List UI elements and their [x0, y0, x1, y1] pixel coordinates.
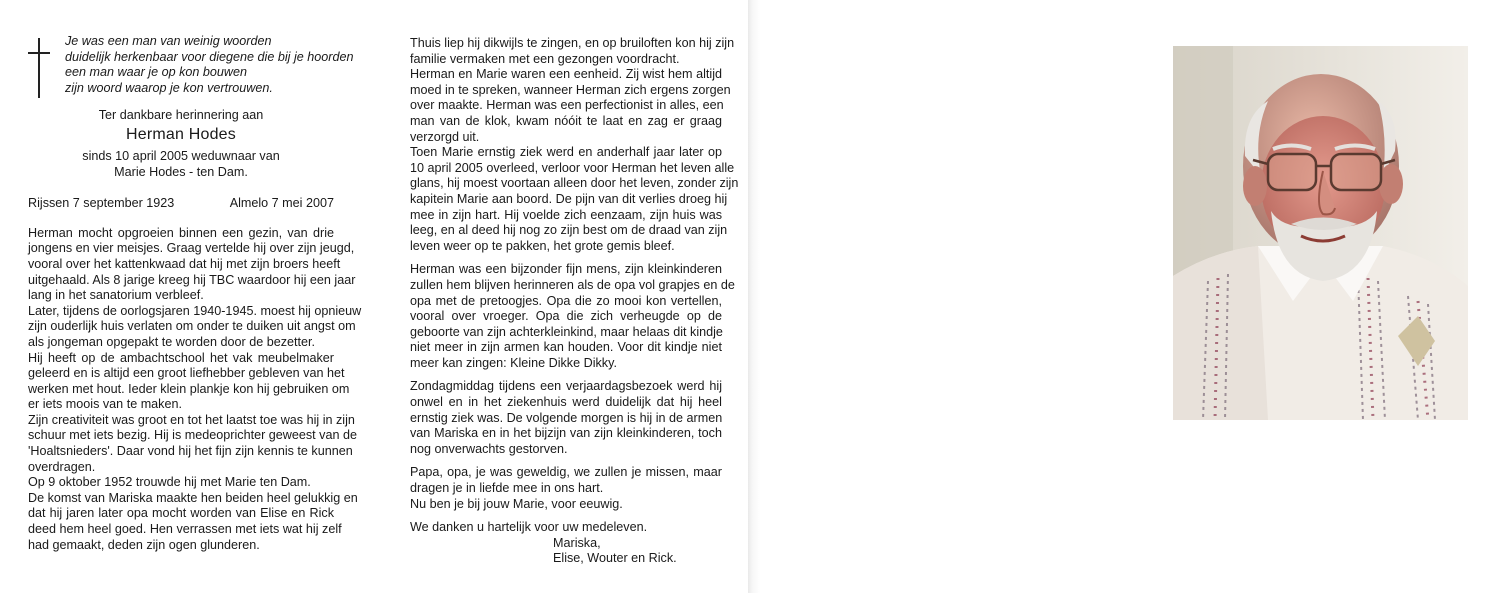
text-line: Nu ben je bij jouw Marie, voor eeuwig.: [410, 496, 623, 511]
text-line: Zijn creativiteit was groot en tot het laatst toe was hij in zijn: [28, 412, 355, 427]
text-line: 10 april 2005 overleed, verloor voor Herman het leven alle: [410, 160, 735, 175]
text-line: Toen Marie ernstig ziek werd en anderhalf jaar later op: [410, 145, 722, 160]
text-line: deed hem heel goed. Hen verrassen met iets wat hij zelf: [28, 522, 342, 537]
text-line: er iets moois van te maken.: [28, 397, 182, 412]
text-line: De komst van Mariska maakte hen beiden heel gelukkig en: [28, 490, 358, 505]
middle-column: [410, 36, 739, 567]
text-line: jongens en vier meisjes. Graag vertelde hij over zijn jeugd,: [28, 241, 355, 256]
text-line: opa met de pretoogjes. Opa die zo mooi kon vertellen,: [410, 293, 722, 308]
text-line: lang in het sanatorium verbleef.: [28, 288, 204, 303]
text-line: Op 9 oktober 1952 trouwde hij met Marie ten Dam.: [28, 475, 311, 490]
text-line: als jongeman opgepakt te worden door de bezetter.: [28, 334, 316, 349]
text-line: nog onverwachts gestorven.: [410, 441, 568, 456]
widow-line-1: sinds 10 april 2005 weduwnaar van: [82, 148, 280, 163]
text-line: onwel en in het ziekenhuis werd duidelijk dat hij heel: [410, 395, 722, 410]
birth-date: Rijssen 7 september 1923: [28, 196, 175, 211]
text-line: leeg, en al deed hij nog zo zijn best om de draad van zijn: [410, 223, 728, 238]
text-line: man van de klok, kwam nóóit te laat en zag er graag: [410, 113, 722, 128]
biography-left: [28, 225, 362, 553]
text-line: 'Hoaltsnieders'. Daar vond hij het fijn zijn kennis te kunnen: [28, 444, 353, 459]
text-line: schuur met iets bezig. Hij is medeoprichter geweest van de: [28, 428, 357, 443]
left-column: [28, 34, 362, 553]
poem-line: Je was een man van weinig woorden: [65, 34, 272, 48]
text-line: meer kan zingen: Kleine Dikke Dikky.: [410, 355, 617, 370]
poem-line: een man waar je op kon bouwen: [65, 65, 248, 80]
text-line: leven weer op te pakken, het grote gemis bleef.: [410, 238, 675, 253]
text-line: zullen hem blijven herinneren als de opa vol grapjes en de: [410, 277, 735, 292]
text-line: verzorgd uit.: [410, 129, 480, 144]
deceased-name: Herman Hodes: [125, 125, 236, 143]
thanks-line: We danken u hartelijk voor uw medeleven.: [410, 520, 648, 535]
widow-line-2: Marie Hodes - ten Dam.: [114, 164, 248, 179]
cross-icon: [28, 38, 50, 98]
text-line: Papa, opa, je was geweldig, we zullen je missen, maar: [410, 465, 722, 480]
text-line: overdragen.: [28, 459, 96, 474]
paragraph-2: [410, 262, 735, 371]
text-line: glans, hij moest voortaan alleen door het leven, zonder zijn: [410, 176, 739, 191]
text-line: vooral over vroeger. Opa die zich verheugde op de: [410, 309, 722, 324]
text-line: ernstig ziek was. De volgende morgen is hij in de armen: [410, 410, 723, 425]
text-line: zijn ouderlijk huis verlaten om onder te duiken uit angst om: [28, 319, 356, 334]
poem-line: duidelijk herkenbaar voor diegene die bij je hoorden: [65, 49, 354, 64]
text-line: niet meer in zijn armen kan houden. Voor dit kindje niet: [410, 340, 722, 355]
text-line: werken met hout. Ieder klein plankje kon hij gebruiken om: [28, 381, 350, 396]
text-line: uitgehaald. Als 8 jarige kreeg hij TBC waardoor hij een jaar: [28, 272, 356, 287]
text-line: van Mariska en in het bijzijn van zijn kleinkinderen, toch: [410, 426, 722, 441]
text-line: Zondagmiddag tijdens een verjaardagsbezoek werd hij: [410, 379, 722, 394]
text-line: geleerd en is altijd een groot liefhebber gebleven van het: [28, 366, 345, 381]
text-line: Herman en Marie waren een eenheid. Zij wist hem altijd: [410, 67, 722, 82]
text-line: geboorte van zijn achterkleinkind, maar helaas dit kindje: [410, 324, 723, 339]
text-line: familie vermaken met een gezongen voordracht.: [410, 51, 680, 66]
text-line: Thuis liep hij dikwijls te zingen, en op bruiloften kon hij zijn: [410, 36, 735, 50]
text-line: Later, tijdens de oorlogsjaren 1940-1945. moest hij opnieuw: [28, 303, 362, 318]
paragraph-1: [410, 36, 739, 254]
death-date: Almelo 7 mei 2007: [229, 196, 334, 211]
paragraph-3: [410, 379, 722, 457]
text-line: Hij heeft op de ambachtschool het vak meubelmaker: [28, 350, 334, 365]
text-line: vooral over het kattenkwaad dat hij met zijn broers heeft: [28, 256, 341, 271]
life-dates: [28, 196, 334, 212]
portrait-photo: [1173, 46, 1468, 420]
paragraph-4: [410, 465, 722, 512]
text-line: had gemaakt, deden zijn ogen glunderen.: [28, 537, 260, 552]
text-line: kapitein Marie aan boord. De pijn van dit verlies droeg hij: [410, 191, 728, 206]
text-line: over maakte. Herman was een perfectionist in alles, een: [410, 98, 724, 113]
poem: [65, 34, 354, 96]
text-line: Herman was een bijzonder fijn mens, zijn kleinkinderen: [410, 262, 722, 277]
text-line: dat hij jaren later opa mocht worden van Elise en Rick: [28, 506, 334, 521]
signature-line-1: Mariska,: [553, 535, 601, 550]
text-line: dragen je in liefde mee in ons hart.: [410, 481, 604, 496]
text-line: moed in te spreken, wanneer Herman zich ergens zorgen: [410, 82, 731, 97]
dedication: Ter dankbare herinnering aan: [98, 108, 264, 123]
text-line: mee in zijn hart. Hij voelde zich eenzaam, zijn huis was: [410, 207, 722, 222]
signature-line-2: Elise, Wouter en Rick.: [553, 551, 677, 566]
text-line: Herman mocht opgroeien binnen een gezin, van drie: [28, 225, 334, 240]
poem-line: zijn woord waarop je kon vertrouwen.: [65, 80, 273, 95]
